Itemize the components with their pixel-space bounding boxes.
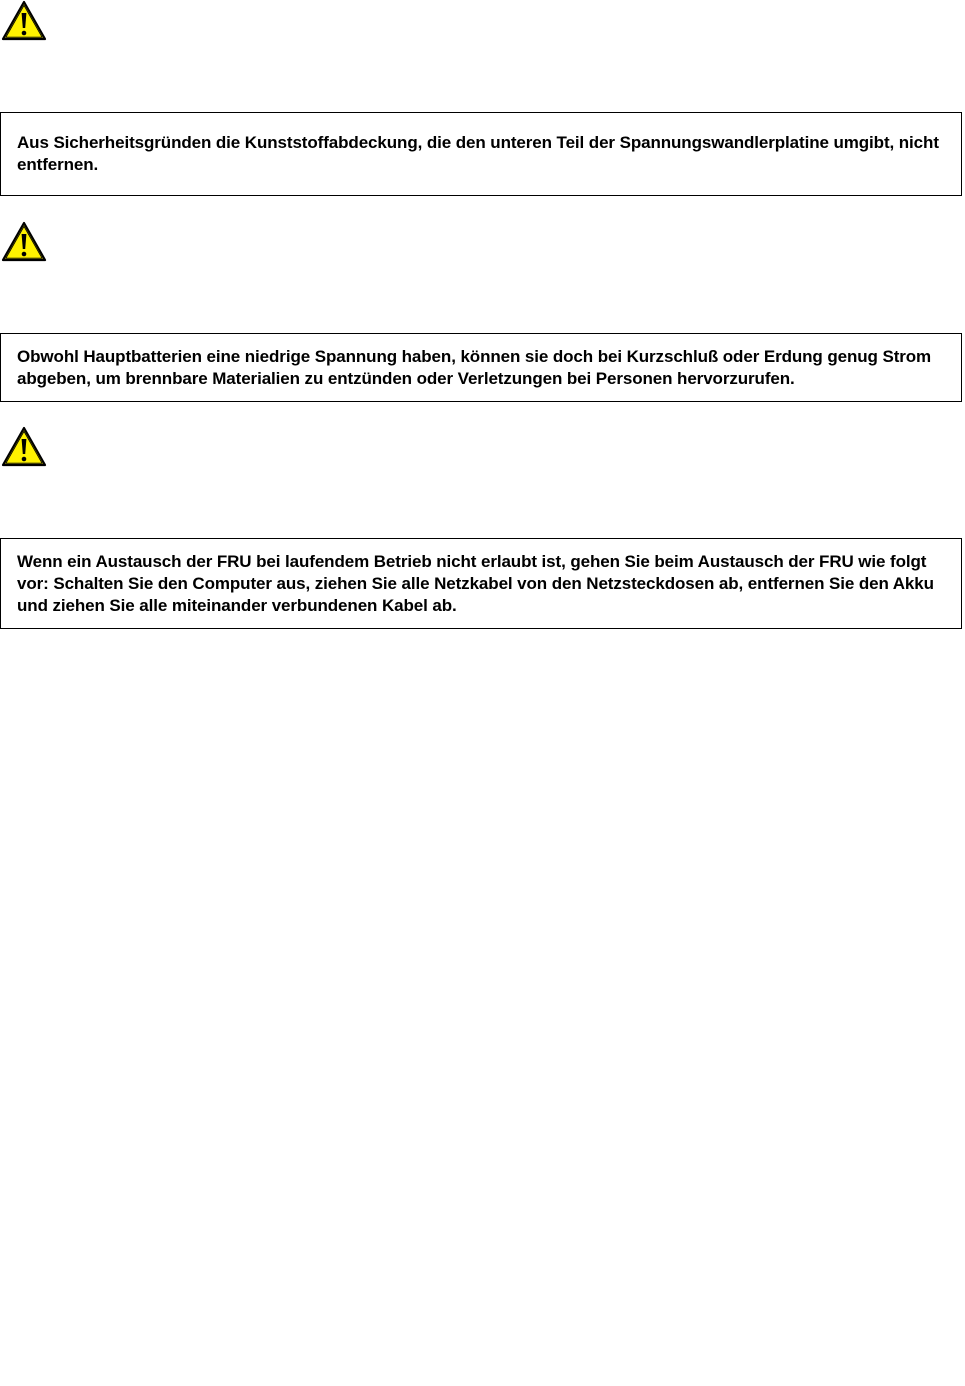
warning-triangle-icon <box>1 221 47 262</box>
warning-triangle-icon <box>1 0 47 41</box>
caution-notice-box <box>0 538 962 629</box>
caution-notice-box <box>0 112 962 196</box>
warning-triangle-icon <box>1 426 47 467</box>
caution-notice-text: Obwohl Hauptbatterien eine niedrige Spannung haben, können sie doch bei Kurzschluß oder Erdung genug Strom abgeben, um brennbare Materialien zu entzünden oder Verletzungen bei Personen hervorzurufen. <box>17 346 932 388</box>
caution-notice-text: Wenn ein Austausch der FRU bei laufendem Betrieb nicht erlaubt ist, gehen Sie beim Austausch der FRU wie folgt vor: Schalten Sie den Computer aus, ziehen Sie alle Netzkabel von den Netzsteckdosen ab, entfernen Sie den Akku und ziehen Sie alle miteinander verbundenen Kabel ab. <box>17 551 934 615</box>
caution-notice-text: Aus Sicherheitsgründen die Kunststoffabdeckung, die den unteren Teil der Spannungswandlerplatine umgibt, nicht entfernen. <box>17 133 939 174</box>
caution-notice-box <box>0 333 962 402</box>
